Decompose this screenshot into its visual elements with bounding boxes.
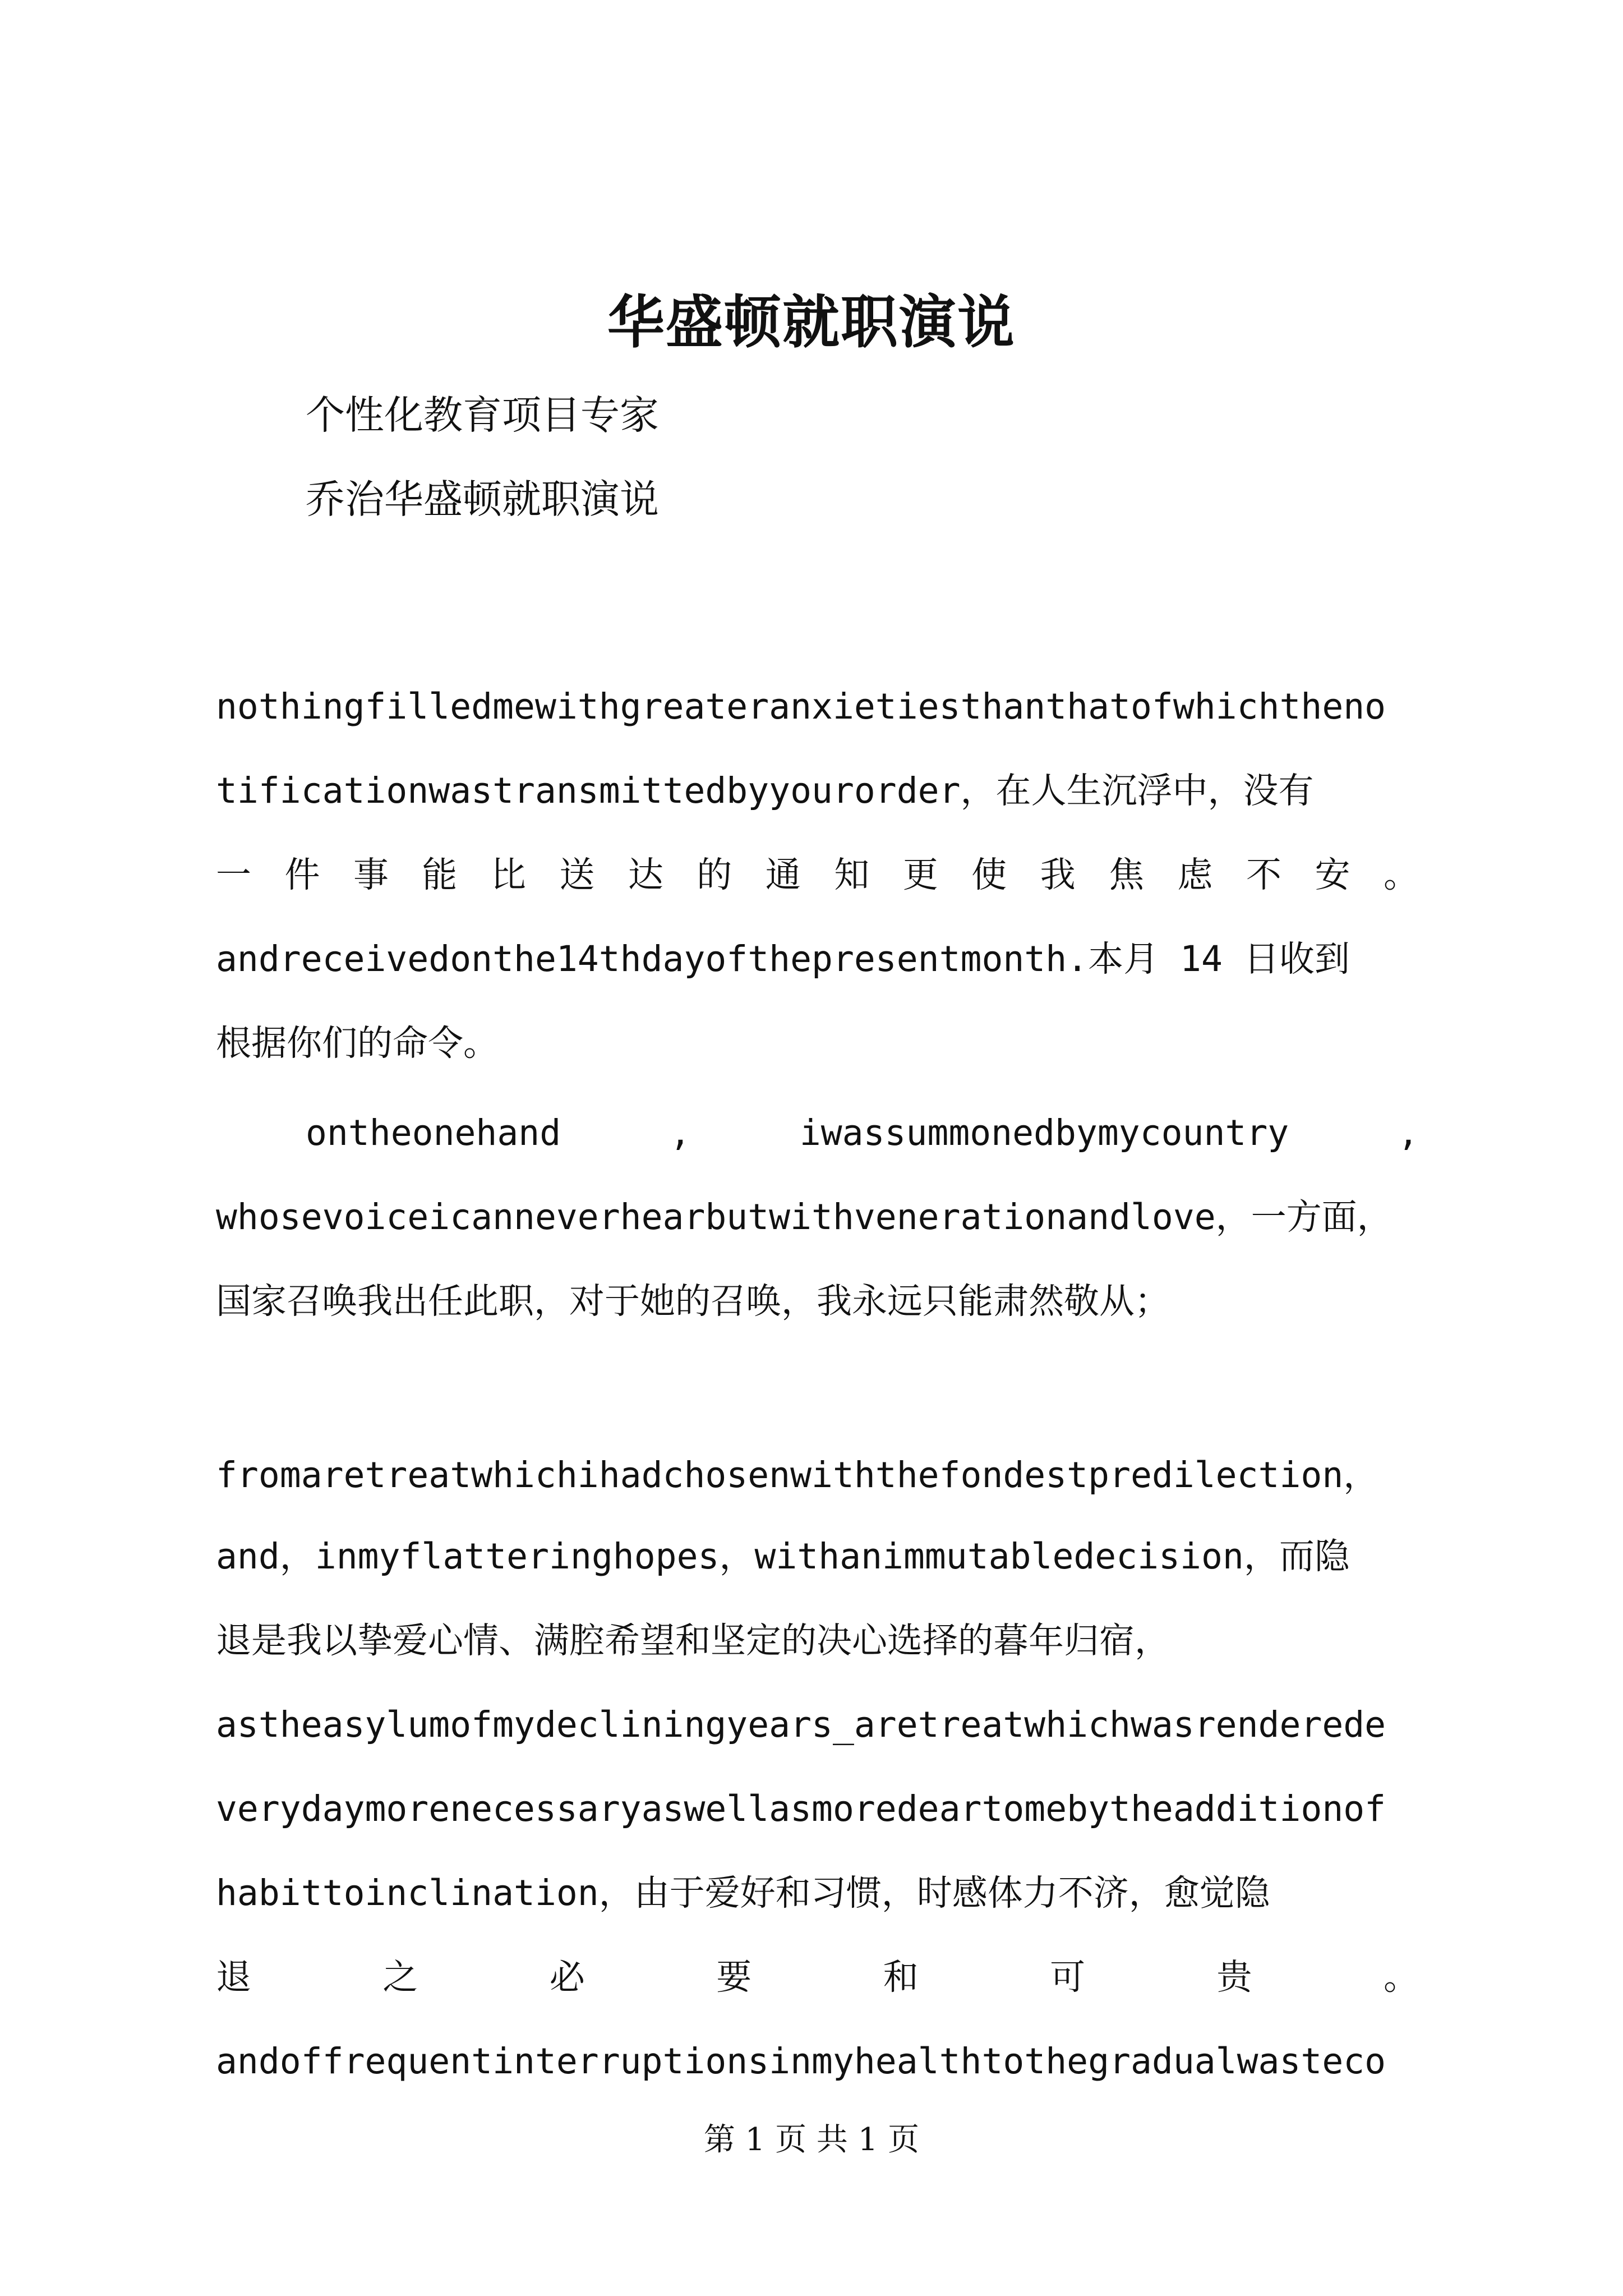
body-line: fromaretreatwhichihadchosenwiththefondestpredilection，: [216, 1455, 1379, 1496]
body-line: andoffrequentinterruptionsinmyhealthtothegradualwasteco: [216, 2041, 1386, 2082]
body-line: ontheonehand , iwassummonedbymycountry ,: [306, 1112, 1419, 1153]
body-line: 退 之 必 要 和 可 贵 。: [216, 1957, 1419, 1998]
body-line: verydaymorenecessaryaswellasmoredeartomebytheadditionof: [216, 1788, 1386, 1829]
body-line: 一 件 事 能 比 送 达 的 通 知 更 使 我 焦 虑 不 安 。: [216, 854, 1419, 895]
subtitle-line-1: 个性化教育项目专家: [306, 392, 659, 438]
body-line: 退是我以挚爱心情、满腔希望和坚定的决心选择的暮年归宿，: [216, 1620, 1170, 1661]
page-footer: 第 1 页 共 1 页: [703, 2122, 920, 2158]
body-line: and，inmyflatteringhopes，withanimmutabledecision，而隐: [216, 1536, 1350, 1577]
body-line: 根据你们的命令。: [216, 1023, 499, 1064]
body-line: habittoinclination，由于爱好和习惯，时感体力不济，愈觉隐: [216, 1872, 1270, 1913]
body-line: astheasylumofmydecliningyears_aretreatwhichwasrenderede: [216, 1704, 1386, 1745]
body-line: whosevoiceicanneverhearbutwithvenerationandlove，一方面，: [216, 1197, 1393, 1237]
body-line: 国家召唤我出任此职，对于她的召唤，我永远只能肃然敬从；: [216, 1281, 1170, 1322]
body-line: tificationwastransmittedbyyourorder，在人生沉浮中，没有: [216, 770, 1314, 811]
body-line: nothingfilledmewithgreateranxietiesthanthatofwhichtheno: [216, 686, 1386, 727]
subtitle-line-2: 乔治华盛顿就职演说: [306, 476, 659, 522]
body-line: andreceivedonthe14thdayofthepresentmonth.本月 14 日收到: [216, 938, 1350, 979]
document-title: 华盛顿就职演说: [607, 289, 1016, 356]
